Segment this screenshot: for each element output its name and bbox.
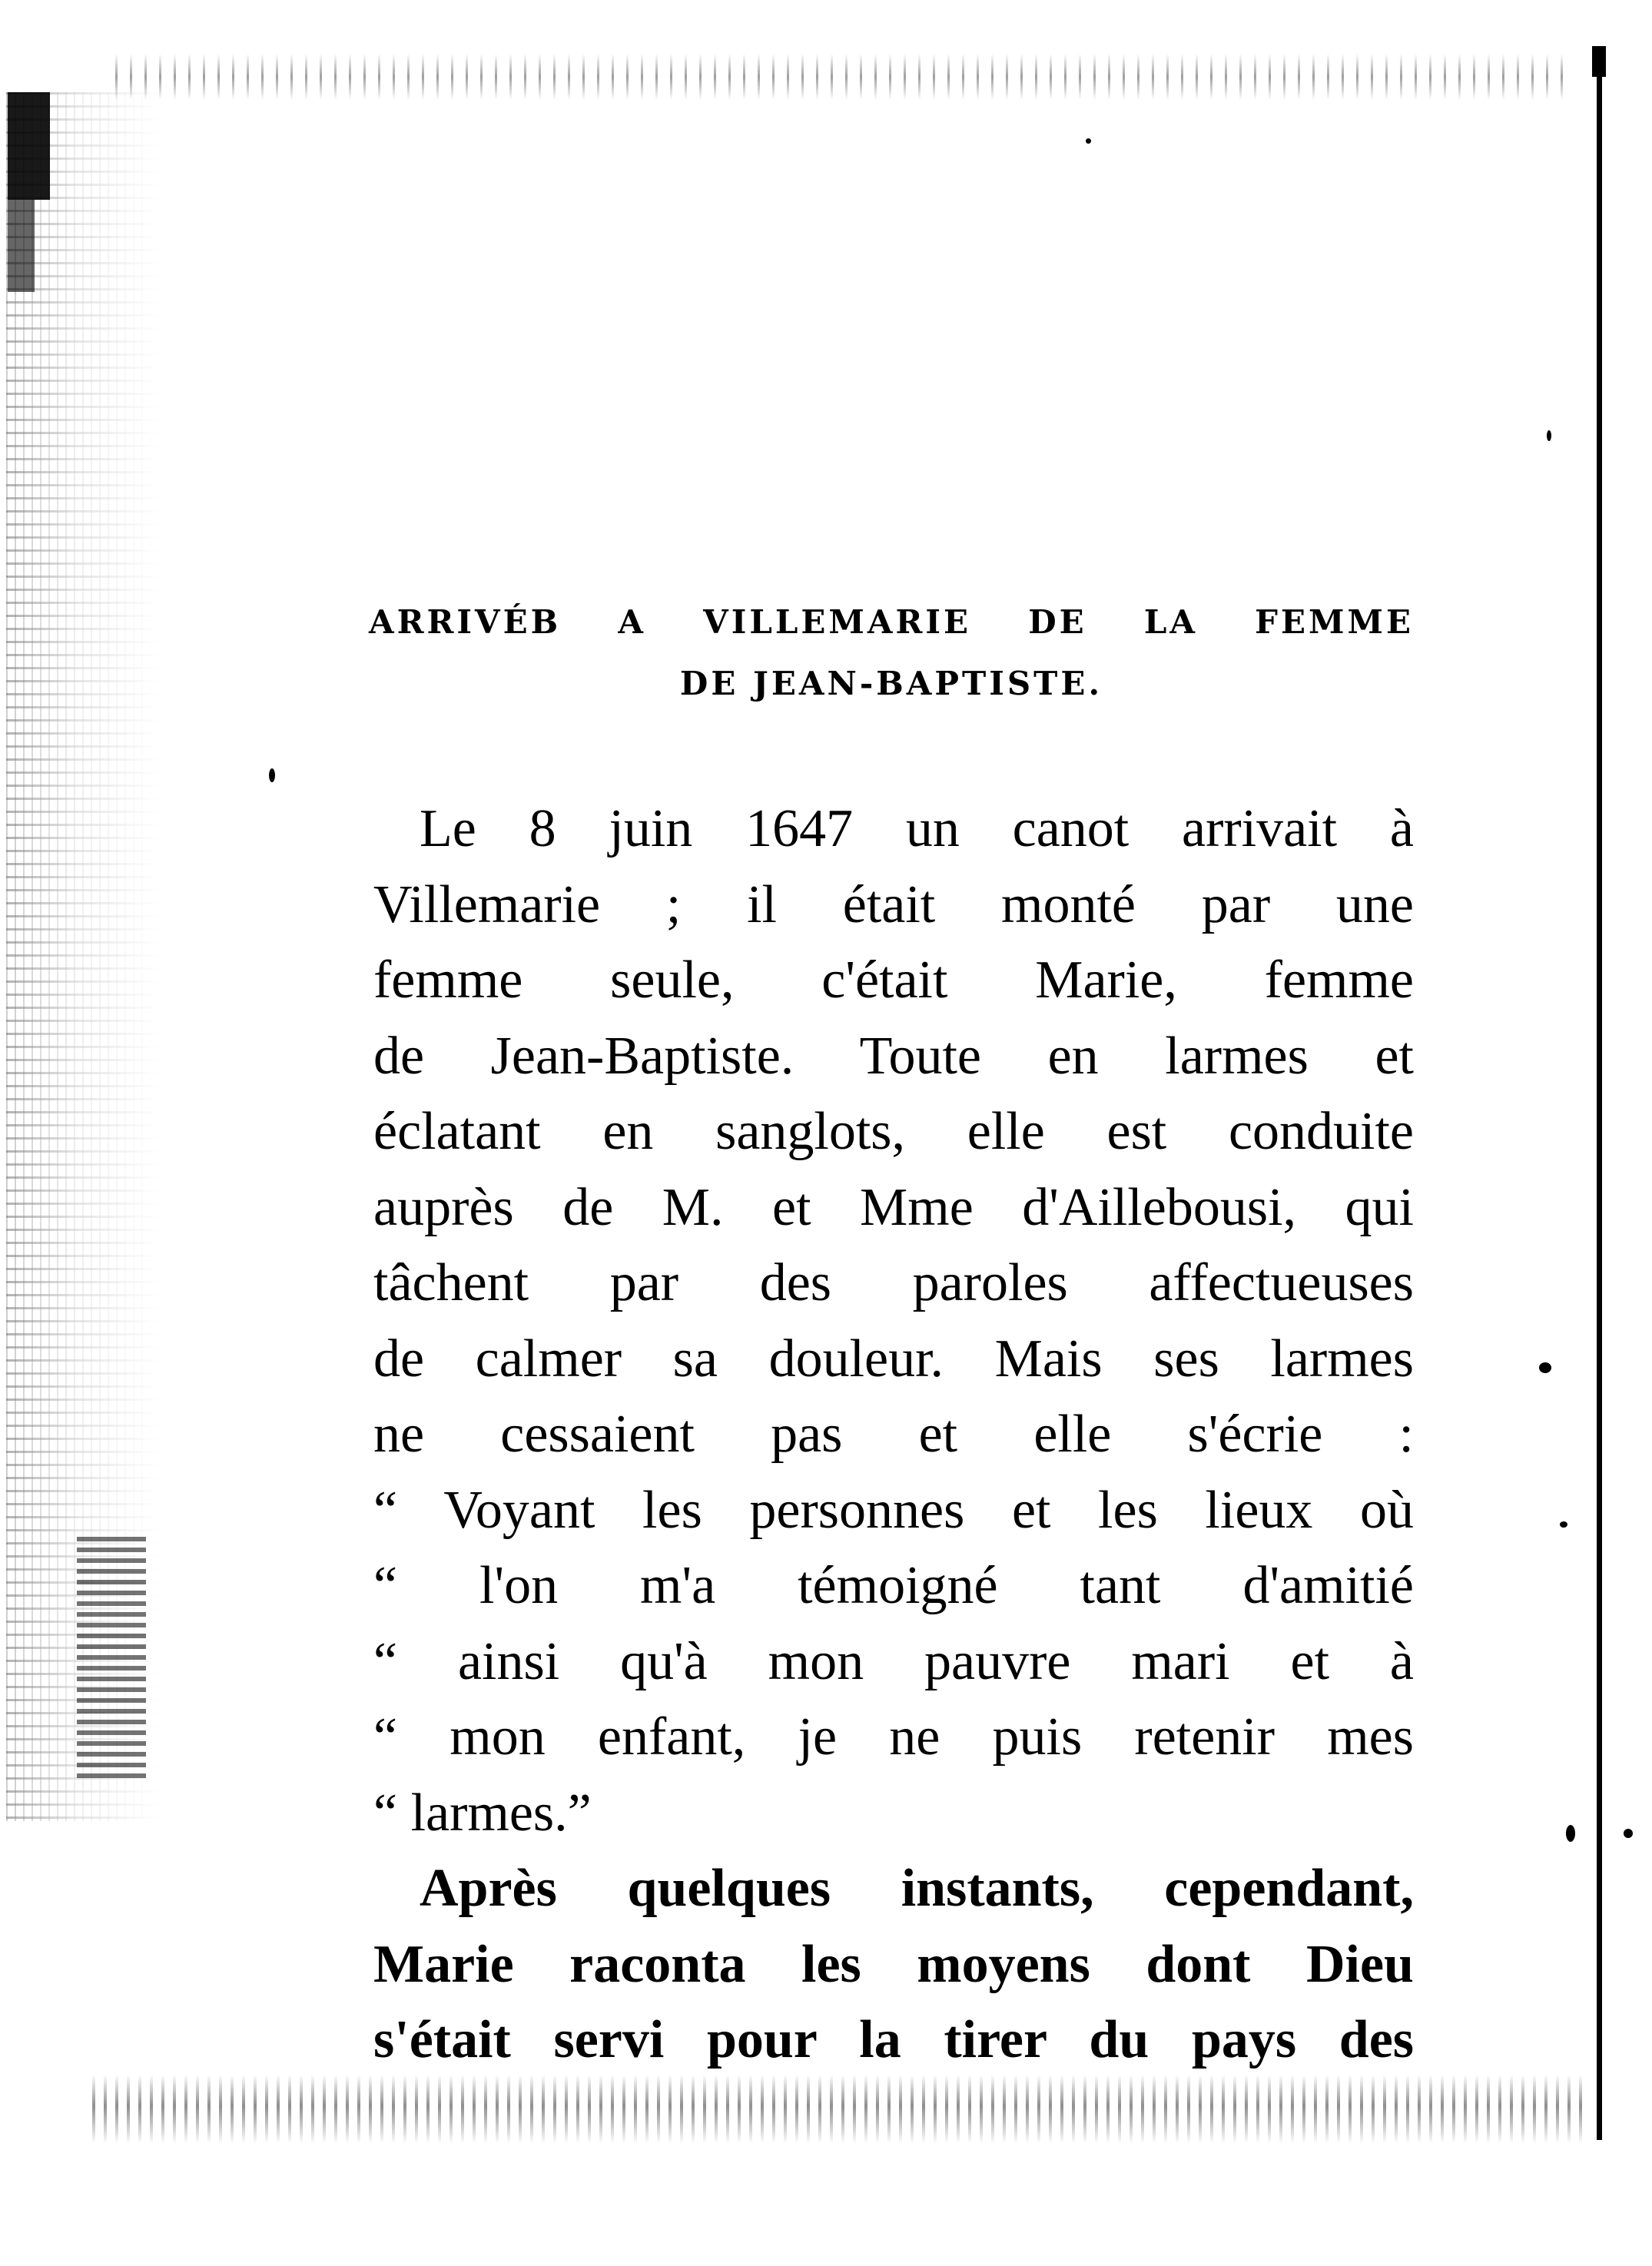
heading-line: DE JEAN-BAPTISTE. [679,665,1103,702]
scan-speck [1560,1521,1567,1528]
text-line: Le 8 juin 1647 un canot arrivait à [420,799,1414,858]
text-line: femme seule, c'était Marie, femme [373,951,1414,1010]
scan-noise-left-bottom [77,1537,146,1783]
text-line: “ ainsi qu'à mon pauvre mari et à [373,1631,1414,1691]
chapter-heading [369,592,1414,715]
text-line: tâchent par des paroles affectueuses [373,1253,1414,1312]
text-line: “ l'on m'a témoigné tant d'amitié [373,1556,1414,1615]
text-line: éclatant en sanglots, elle est conduite [373,1102,1414,1161]
text-line: auprès de M. et Mme d'Aillebousi, qui [373,1177,1414,1237]
text-line: Villemarie ; il était monté par une [373,874,1414,934]
scan-noise-bottom [92,2075,1591,2144]
text-line: Marie raconta les moyens dont Dieu [373,1934,1414,1994]
text-line: Après quelques instants, cependant, [420,1859,1414,1918]
text-line: de Jean-Baptiste. Toute en larmes et [373,1026,1414,1086]
text-line: “ larmes.” [373,1783,592,1843]
scan-dark-edge [8,200,35,292]
scan-speck [1086,138,1091,144]
text-line: de calmer sa douleur. Mais ses larmes [373,1329,1414,1388]
page-edge-rule [1597,73,1602,2140]
scan-speck [1539,1362,1551,1373]
scan-speck [269,768,275,782]
text-line: ne cessaient pas et elle s'écrie : [373,1405,1414,1464]
heading-line: ARRIVÉB A VILLEMARIE DE LA FEMME [369,603,1414,641]
scan-speck [1547,430,1551,441]
scan-dark-edge [8,92,50,200]
text-line: “ mon enfant, je ne puis retenir mes [373,1707,1414,1767]
scan-noise-top [115,54,1575,100]
scan-speck [1566,1825,1575,1842]
scan-speck [1624,1829,1633,1838]
page-edge-mark [1592,46,1606,77]
body-text [373,791,1414,2079]
text-line: s'était servi pour la tirer du pays des [373,2010,1414,2069]
text-line: “ Voyant les personnes et les lieux où [373,1480,1414,1540]
